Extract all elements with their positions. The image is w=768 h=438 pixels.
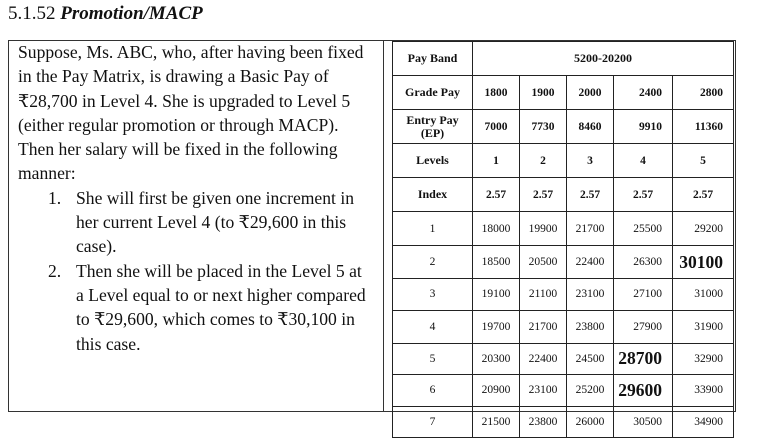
level-cell: 5 <box>673 144 734 178</box>
matrix-row <box>393 310 734 343</box>
pay-cell: 34900 <box>673 406 734 438</box>
levels-label: Levels <box>393 144 473 178</box>
pay-cell: 25500 <box>614 212 673 246</box>
step-line: a Level equal to or next higher compared <box>76 284 366 305</box>
pay-cell: 23100 <box>567 279 614 311</box>
matrix-row <box>393 375 734 407</box>
pay-cell: 19900 <box>520 212 567 246</box>
step-line: She will first be given one increment in <box>76 187 355 208</box>
step-cell: 3 <box>393 279 473 311</box>
section-number: 5.1.52 <box>8 3 56 24</box>
index-cell: 2.57 <box>614 178 673 212</box>
grade-pay-row <box>393 76 734 110</box>
intro-line: Suppose, Ms. ABC, who, after having been fixed <box>18 42 364 62</box>
pay-cell: 31900 <box>673 310 734 343</box>
intro-line: in the Pay Matrix, is drawing a Basic Pay of <box>18 66 329 87</box>
intro-line: manner: <box>18 163 76 184</box>
step-cell: 2 <box>393 246 473 279</box>
pay-cell-highlighted: 30100 <box>673 246 734 279</box>
level-cell: 2 <box>520 144 567 178</box>
index-cell: 2.57 <box>673 178 734 212</box>
step-item <box>18 259 380 356</box>
step-cell: 6 <box>393 375 473 407</box>
index-cell: 2.57 <box>520 178 567 212</box>
index-label: Index <box>393 178 473 212</box>
pay-cell: 20300 <box>473 343 520 375</box>
pay-cell: 22400 <box>567 246 614 279</box>
intro-line: Then her salary will be fixed in the following <box>18 139 338 160</box>
grade-pay-cell: 1900 <box>520 76 567 110</box>
column-divider <box>383 40 384 412</box>
pay-cell: 23800 <box>520 406 567 438</box>
narrative-column <box>18 40 380 356</box>
pay-matrix-table <box>392 41 734 438</box>
matrix-row <box>393 246 734 279</box>
step-marker: 2. <box>48 260 62 281</box>
step-cell: 7 <box>393 406 473 438</box>
step-line: case). <box>76 236 117 257</box>
pay-cell: 22400 <box>520 343 567 375</box>
level-cell: 3 <box>567 144 614 178</box>
pay-cell: 26000 <box>567 406 614 438</box>
entry-pay-label <box>393 110 473 144</box>
pay-band-row <box>393 42 734 76</box>
pay-cell: 21700 <box>567 212 614 246</box>
grade-pay-cell: 2400 <box>614 76 673 110</box>
grade-pay-cell: 2800 <box>673 76 734 110</box>
pay-cell: 18000 <box>473 212 520 246</box>
intro-paragraph <box>18 40 380 186</box>
pay-cell-highlighted: 28700 <box>614 343 673 375</box>
pay-band-value: 5200-20200 <box>473 42 734 76</box>
step-cell: 1 <box>393 212 473 246</box>
pay-cell: 21500 <box>473 406 520 438</box>
pay-cell: 21700 <box>520 310 567 343</box>
entry-pay-cell: 9910 <box>614 110 673 144</box>
step-line: to ₹29,600, which comes to ₹30,100 in <box>76 309 355 330</box>
entry-pay-cell: 7730 <box>520 110 567 144</box>
entry-pay-cell: 11360 <box>673 110 734 144</box>
pay-cell: 30500 <box>614 406 673 438</box>
pay-cell: 27900 <box>614 310 673 343</box>
grade-pay-cell: 2000 <box>567 76 614 110</box>
pay-cell: 24500 <box>567 343 614 375</box>
steps-list <box>18 186 380 356</box>
intro-line: (either regular promotion or through MACP). <box>18 114 339 135</box>
pay-cell: 21100 <box>520 279 567 311</box>
index-cell: 2.57 <box>567 178 614 212</box>
grade-pay-label: Grade Pay <box>393 76 473 110</box>
pay-cell: 23800 <box>567 310 614 343</box>
step-cell: 4 <box>393 310 473 343</box>
step-line: her current Level 4 (to ₹29,600 in this <box>76 212 347 233</box>
pay-band-label: Pay Band <box>393 42 473 76</box>
matrix-row <box>393 406 734 438</box>
pay-cell: 19700 <box>473 310 520 343</box>
pay-cell: 26300 <box>614 246 673 279</box>
pay-cell: 19100 <box>473 279 520 311</box>
entry-pay-label-line: (EP) <box>420 125 445 140</box>
step-cell: 5 <box>393 343 473 375</box>
pay-cell-highlighted: 29600 <box>614 375 673 407</box>
entry-pay-label-line: Entry Pay <box>406 112 459 127</box>
pay-cell: 18500 <box>473 246 520 279</box>
level-cell: 4 <box>614 144 673 178</box>
index-cell: 2.57 <box>473 178 520 212</box>
pay-cell: 31000 <box>673 279 734 311</box>
entry-pay-cell: 8460 <box>567 110 614 144</box>
levels-row <box>393 144 734 178</box>
section-title: Promotion/MACP <box>60 3 203 24</box>
entry-pay-row <box>393 110 734 144</box>
grade-pay-cell: 1800 <box>473 76 520 110</box>
index-row <box>393 178 734 212</box>
step-item <box>18 186 380 259</box>
step-line: Then she will be placed in the Level 5 at <box>76 260 362 281</box>
step-marker: 1. <box>48 187 62 208</box>
matrix-row <box>393 343 734 375</box>
level-cell: 1 <box>473 144 520 178</box>
pay-cell: 27100 <box>614 279 673 311</box>
pay-cell: 32900 <box>673 343 734 375</box>
matrix-row <box>393 212 734 246</box>
entry-pay-cell: 7000 <box>473 110 520 144</box>
pay-cell: 29200 <box>673 212 734 246</box>
pay-cell: 25200 <box>567 375 614 407</box>
pay-cell: 33900 <box>673 375 734 407</box>
intro-line: ₹28,700 in Level 4. She is upgraded to Level 5 <box>18 90 351 111</box>
matrix-row <box>393 279 734 311</box>
pay-cell: 20900 <box>473 375 520 407</box>
step-line: this case. <box>76 333 141 354</box>
section-heading <box>8 2 203 26</box>
pay-cell: 23100 <box>520 375 567 407</box>
pay-cell: 20500 <box>520 246 567 279</box>
